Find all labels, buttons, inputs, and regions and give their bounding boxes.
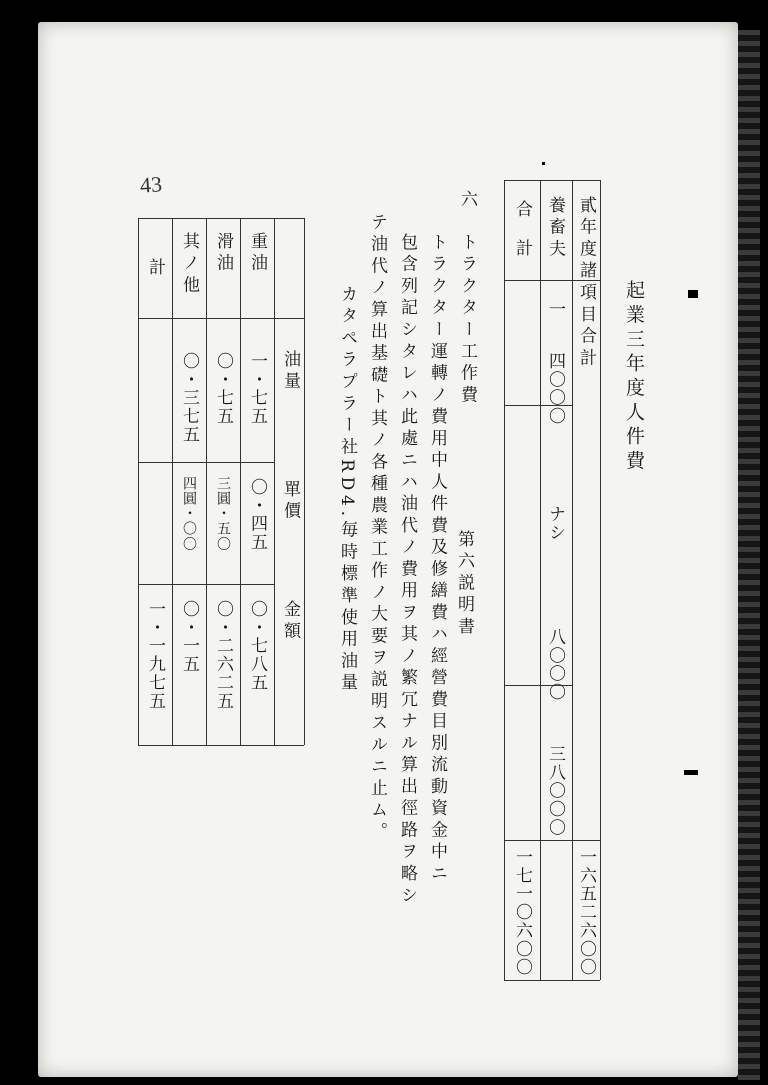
row-label-lubricating-oil: 滑油	[213, 232, 233, 276]
ink-speck	[688, 290, 698, 298]
item-marker: 六	[457, 190, 477, 212]
binding-edge	[738, 30, 760, 1080]
subtotal-value: 一六五二六〇〇	[576, 848, 596, 977]
heavy-oil-price: 〇・四五	[247, 478, 267, 552]
row-label-total: 合計	[512, 200, 532, 279]
livestock-keeper-value: 八〇〇〇	[545, 628, 565, 702]
other-quantity: 〇・三七五	[179, 352, 199, 444]
page-number: 43	[139, 171, 163, 198]
ink-speck	[684, 770, 698, 775]
other-amount: 〇・一五	[179, 600, 199, 674]
livestock-keeper-value: ナシ	[545, 505, 565, 542]
row-label-other: 其ノ他	[179, 232, 199, 298]
table-title: 貳年度諸項目合計	[576, 196, 596, 371]
oil-total-amount: 一・一九七五	[145, 600, 165, 711]
body-line: テ油代ノ算出基礎ト其ノ各種農業工作ノ大要ヲ説明スルニ止ム。	[367, 213, 387, 845]
page-heading: 起業三年度人件費	[623, 280, 645, 475]
livestock-keeper-value: 三八〇〇〇	[545, 745, 565, 837]
row-label-livestock-keeper: 養畜夫	[545, 196, 565, 262]
row-label-heavy-oil: 重油	[247, 232, 267, 276]
livestock-keeper-count: 一	[545, 300, 565, 319]
item-note: カタペラプラー社RD4.毎時標準使用油量	[337, 285, 357, 695]
livestock-keeper-value: 四〇〇〇	[545, 352, 565, 426]
column-header-quantity: 油量	[280, 350, 300, 394]
section-title: 第六説明書	[454, 530, 474, 639]
lubricating-oil-quantity: 〇・七五	[213, 352, 233, 426]
item-title: トラクター工作費	[457, 233, 477, 408]
heavy-oil-quantity: 一・七五	[247, 352, 267, 426]
heavy-oil-amount: 〇・七八五	[247, 600, 267, 692]
lubricating-oil-amount: 〇・二六二五	[213, 600, 233, 711]
other-price: 四圓・〇〇	[181, 476, 197, 552]
row-label-total: 計	[145, 258, 165, 280]
ink-speck	[542, 162, 545, 165]
column-header-unit-price: 單價	[280, 480, 300, 524]
lubricating-oil-price: 三圓・五〇	[215, 476, 231, 552]
grand-total-value: 一七一〇六〇〇	[512, 848, 532, 977]
body-line: 包含列記シタレハ此處ニハ油代ノ費用ヲ其ノ繁冗ナル算出徑路ヲ略シ	[397, 233, 417, 908]
column-header-amount: 金額	[280, 600, 300, 644]
body-line: トラクター運轉ノ費用中人件費及修繕費ハ經營費目別流動資金中ニ	[427, 233, 447, 886]
